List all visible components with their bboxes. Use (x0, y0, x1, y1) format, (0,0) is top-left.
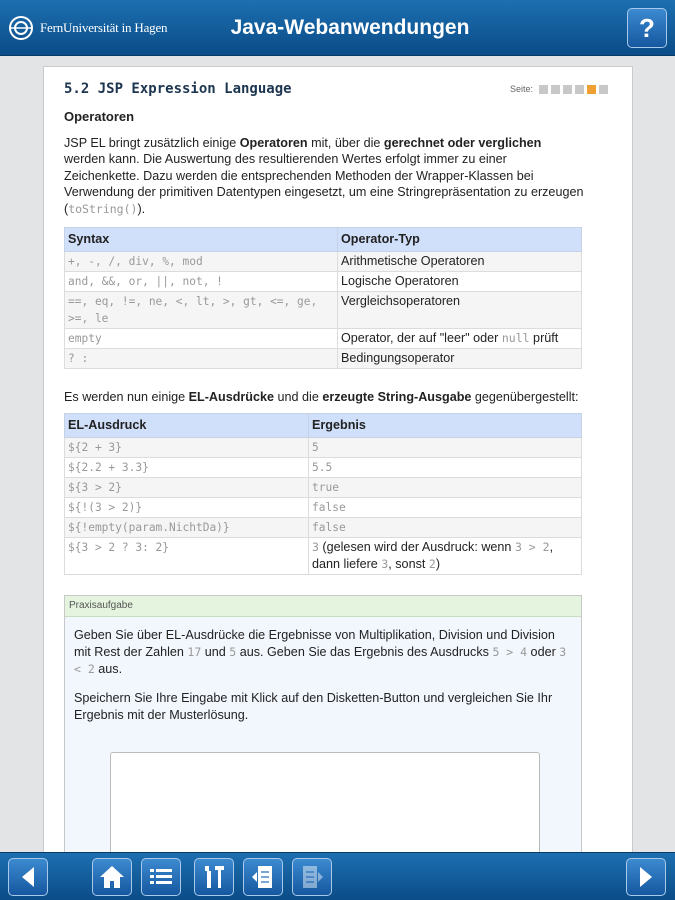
table-cell: empty (65, 328, 338, 348)
table-cell: and, &&, or, ||, not, ! (65, 271, 338, 291)
table-cell: ${2.2 + 3.3} (65, 457, 309, 477)
text-run: gegenübergestellt: (471, 389, 579, 404)
home-button[interactable] (92, 858, 132, 896)
expression-table (64, 413, 582, 575)
page-dot[interactable] (587, 85, 596, 94)
table-header-row (65, 414, 582, 438)
next-page-button[interactable] (292, 858, 332, 896)
text-run: , sonst (388, 556, 429, 571)
practice-task-body (65, 617, 581, 857)
code-text: 17 (187, 645, 202, 659)
lesson-content (64, 109, 584, 858)
help-button[interactable]: ? (627, 8, 667, 48)
practice-task-label: Praxisaufgabe (65, 596, 581, 618)
table-row (65, 457, 582, 477)
table-cell: true (309, 477, 582, 497)
section-title: 5.2 JSP Expression Language (64, 81, 292, 97)
bold-text: EL-Ausdrücke (188, 389, 275, 404)
column-header: Ergebnis (309, 414, 582, 438)
text-run: ) (435, 556, 441, 571)
table-cell: ==, eq, !=, ne, <, lt, >, gt, <=, ge, >=, le (65, 291, 338, 328)
app-title: Java-Webanwendungen (230, 16, 470, 39)
table-cell (338, 328, 582, 348)
table-row (65, 437, 582, 457)
bold-text: erzeugte String-Ausgabe (322, 389, 472, 404)
list-icon (147, 863, 175, 891)
text-run: (gelesen wird der Ausdruck: wenn (318, 539, 515, 554)
text-run: und (201, 645, 230, 659)
content-card (43, 66, 633, 856)
logo-text: FernUniversität in Hagen (40, 20, 168, 35)
table-row (65, 497, 582, 517)
table-row (65, 251, 582, 271)
text-run: prüft (529, 330, 559, 345)
text-run: oder (527, 645, 560, 659)
intro-paragraph (64, 135, 584, 218)
table-cell (338, 348, 582, 368)
table-cell: ${!empty(param.NichtDa)} (65, 517, 309, 537)
column-header: Operator-Typ (338, 228, 582, 252)
back-button[interactable] (8, 858, 48, 896)
previous-page-button[interactable] (243, 858, 283, 896)
text-run: , dann liefere (312, 539, 554, 571)
code-text: 3 (312, 539, 319, 554)
task-instruction (74, 627, 572, 678)
table-row (65, 537, 582, 574)
page-dot[interactable] (575, 85, 584, 94)
table-row (65, 291, 582, 328)
text-run: ). (137, 201, 146, 216)
table-cell: +, -, /, div, %, mod (65, 251, 338, 271)
comparison-paragraph (64, 389, 584, 406)
code-text: 5 > 4 (492, 645, 528, 659)
table-row (65, 477, 582, 497)
code-text: toString() (68, 201, 138, 216)
page-dot[interactable] (551, 85, 560, 94)
text-run: aus. (94, 662, 123, 676)
page-back-icon (249, 863, 277, 891)
table-cell (338, 251, 582, 271)
table-cell (338, 271, 582, 291)
practice-task (64, 595, 582, 859)
table-row (65, 517, 582, 537)
table-cell: ? : (65, 348, 338, 368)
table-cell: 5 (309, 437, 582, 457)
table-row (65, 328, 582, 348)
text-run: Logische Operatoren (341, 273, 459, 288)
content-heading: Operatoren (64, 109, 135, 124)
code-text: 3 < 2 (74, 645, 567, 676)
answer-input[interactable] (110, 752, 540, 862)
fernuni-logo (8, 12, 167, 44)
arrow-right-icon (632, 863, 660, 891)
task-save-hint (74, 690, 572, 724)
code-text: 2 (428, 556, 436, 571)
text-run: Vergleichsoperatoren (341, 293, 461, 308)
bold-text: Operatoren (239, 135, 308, 150)
tools-button[interactable] (194, 858, 234, 896)
code-text: 3 (381, 556, 389, 571)
page-indicator (510, 84, 608, 94)
app-header (0, 0, 675, 56)
table-cell (309, 537, 582, 574)
table-cell (338, 291, 582, 328)
table-cell: ${3 > 2} (65, 477, 309, 497)
text-run: Speichern Sie Ihre Eingabe mit Klick auf den Disketten-Button und vergleichen Sie Ihr Ergebnis mit der Musterlösung. (74, 691, 553, 722)
home-icon (98, 863, 126, 891)
page-indicator-label: Seite: (509, 84, 533, 94)
table-cell: false (309, 497, 582, 517)
column-header: EL-Ausdruck (65, 414, 309, 438)
table-row (65, 348, 582, 368)
text-run: mit, über die (307, 135, 384, 150)
table-header-row (65, 228, 582, 252)
bottom-toolbar (0, 852, 675, 900)
page-dot[interactable] (563, 85, 572, 94)
text-run: JSP EL bringt zusätzlich einige (64, 135, 240, 150)
page-dot[interactable] (539, 85, 548, 94)
toc-button[interactable] (141, 858, 181, 896)
table-cell: 5.5 (309, 457, 582, 477)
text-run: Es werden nun einige (64, 389, 189, 404)
page-dot[interactable] (599, 85, 608, 94)
text-run: aus. Geben Sie das Ergebnis des Ausdrucks (236, 645, 493, 659)
tools-icon (200, 863, 228, 891)
text-run: Bedingungsoperator (341, 350, 455, 365)
table-row (65, 271, 582, 291)
arrow-left-icon (14, 863, 42, 891)
code-text: 5 (229, 645, 237, 659)
bold-text: gerechnet oder verglichen (383, 135, 542, 150)
table-cell: ${2 + 3} (65, 437, 309, 457)
column-header: Syntax (65, 228, 338, 252)
table-cell: ${!(3 > 2)} (65, 497, 309, 517)
code-text: 3 > 2 (514, 539, 550, 554)
text-run: und die (274, 389, 323, 404)
text-run: Arithmetische Operatoren (341, 253, 485, 268)
page-forward-icon (298, 863, 326, 891)
table-cell: ${3 > 2 ? 3: 2} (65, 537, 309, 574)
forward-button[interactable] (626, 858, 666, 896)
table-cell: false (309, 517, 582, 537)
code-text: null (501, 330, 530, 345)
university-emblem-icon (8, 15, 34, 41)
text-run: werden kann. Die Auswertung des resultierenden Wertes erfolgt immer zu einer Zeichenkette. Dazu werden die entsprechenden Methoden der Wrapper-Klassen bei Verwendung der primitiven Datentypen eingesetzt, um eine Stringrepräsentation zu erzeugen ( (64, 152, 584, 216)
text-run: Geben Sie über EL-Ausdrücke die Ergebnisse von Multiplikation, Division und Division mit Rest der Zahlen (74, 628, 555, 659)
text-run: Operator, der auf "leer" oder (341, 330, 502, 345)
operator-table (64, 227, 582, 369)
